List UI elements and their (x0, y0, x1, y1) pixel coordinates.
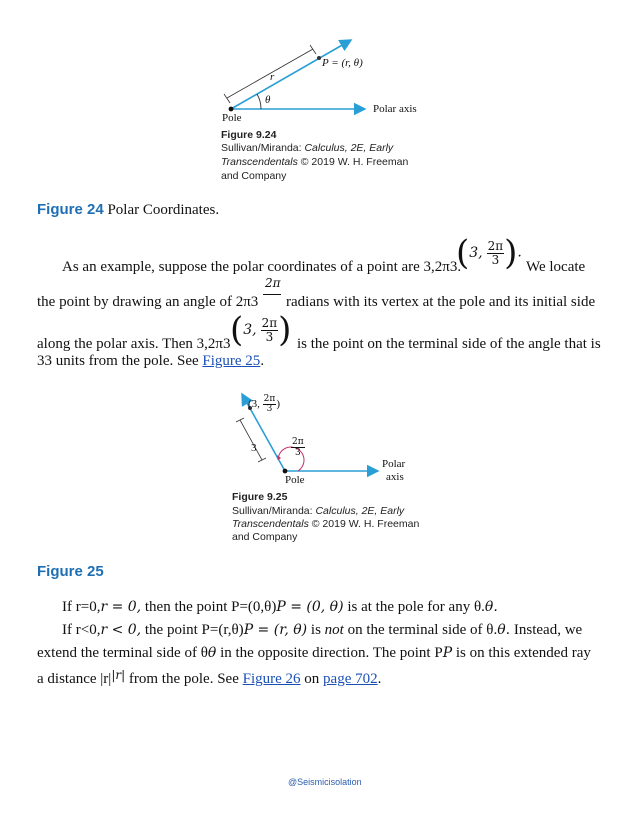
page-702-link[interactable]: page 702 (323, 671, 378, 687)
pole-dot (229, 107, 234, 112)
para1-line2a: the point by drawing an angle of 2π3 (37, 294, 259, 310)
para3-line2: extend the terminal side of θθ in the opposite direction. The point PP is on this extended ray (37, 645, 591, 661)
para1-line2b: radians with its vertex at the pole and its initial side (286, 294, 596, 310)
figure-25-label: Figure 25 (37, 563, 104, 580)
figure-9-25-caption-line1: Sullivan/Miranda: Calculus, 2E, Early (232, 505, 405, 517)
figure-9-25-title: Figure 9.25 (232, 491, 288, 503)
r-label: r (270, 71, 275, 83)
figure-9-24-title: Figure 9.24 (221, 129, 277, 141)
figure-9-24-caption-line1: Sullivan/Miranda: Calculus, 2E, Early (221, 142, 394, 154)
theta-label: θ (265, 94, 271, 106)
figure-25-angle-label: $\frac{2\pi}{3}$ (292, 437, 304, 458)
footer-watermark: @Seismicisolation (288, 777, 362, 787)
figure-25-pole-label: Pole (285, 474, 305, 486)
math-2pi-3-num: 2π (265, 276, 281, 290)
polar-axis-label: Polar axis (373, 103, 417, 115)
para3-line1: If r<0,r < 0, the point P=(r,θ)P = (r, θ) is not on the terminal side of θ.θ. Instead, we (62, 622, 583, 638)
point-p-dot (317, 56, 321, 60)
figure-24-caption (37, 201, 219, 219)
pole-label: Pole (222, 112, 242, 124)
figure-9-25-caption-line3: and Company (232, 531, 298, 543)
math-frac-bar (263, 294, 281, 295)
figure-25-link[interactable]: Figure 25 (202, 353, 261, 369)
figure-26-link[interactable]: Figure 26 (242, 671, 301, 687)
pole-dot-2 (283, 469, 288, 474)
math-3-2pi-3-a: (3, $\frac{2\pi}{3}$ ). (456, 233, 522, 273)
figure-25-length-label: 3 (251, 442, 257, 454)
figure-9-24-caption-line3: and Company (221, 170, 287, 182)
para1-we-locate: We locate (526, 259, 586, 275)
point-p-label: P = (r, θ) (322, 57, 363, 69)
para1-line3a: along the polar axis. Then 3,2π3 (37, 336, 231, 352)
figure-9-24-caption-line2: Transcendentals © 2019 W. H. Freeman (221, 156, 409, 168)
para1-line3b: is the point on the terminal side of the angle that is (297, 336, 601, 352)
theta-arc (257, 94, 261, 109)
para1-line4: 33 units from the pole. See Figure 25. (37, 353, 265, 369)
figure-24-text: Polar Coordinates. (103, 202, 220, 218)
para2: If r=0,r = 0, then the point P=(0,θ)P = (0, θ) is at the pole for any θ.θ. (62, 599, 498, 615)
para3-line3: a distance $|r|^{|r|}$ from the pole. See Figure 26 on page 702. (37, 668, 382, 687)
figure-25-point-label: (3, $\frac{2\pi}{3}$ ) (248, 394, 280, 414)
terminal-side-line (231, 40, 351, 109)
figure-9-25-caption-line2: Transcendentals © 2019 W. H. Freeman (232, 518, 420, 530)
math-3-2pi-3-b: (3, $\frac{2\pi}{3}$ ) (230, 310, 292, 350)
para1-line1: As an example, suppose the polar coordinates of a point are 3,2π3. (62, 259, 462, 275)
figure-25-axis-label-1: Polar (382, 458, 406, 470)
figure-24-label: Figure 24 (37, 201, 104, 218)
figure-25-axis-label-2: axis (386, 471, 404, 483)
